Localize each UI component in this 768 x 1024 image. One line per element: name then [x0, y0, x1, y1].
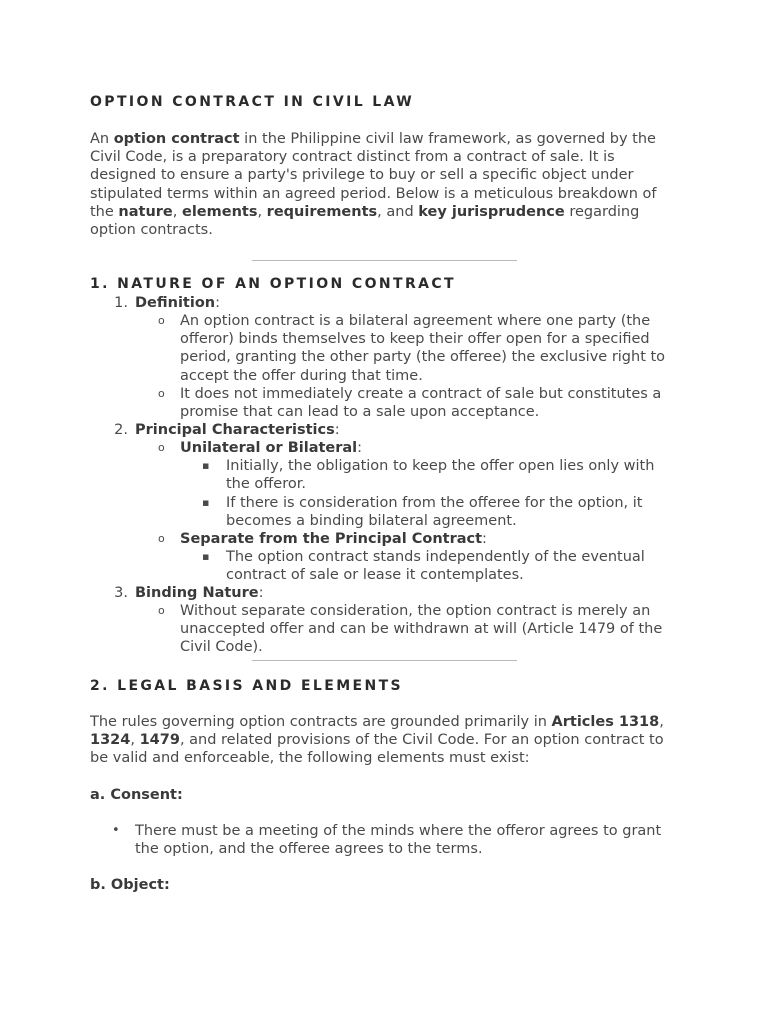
list-item-binding-nature — [90, 584, 680, 603]
sub-item-label: Unilateral or Bilateral: — [180, 440, 363, 456]
square-bullet-icon: ▪ — [202, 459, 210, 472]
square-bullet-icon: ▪ — [202, 550, 210, 563]
subheading-object: b. Object: — [90, 877, 170, 893]
subheading-consent: a. Consent: — [90, 787, 183, 803]
square-bullet-icon: ▪ — [202, 496, 210, 509]
dot-bullet-icon: • — [112, 823, 120, 838]
legal-basis-paragraph: The rules governing option contracts are grounded primarily in Articles 1318, 1324, 1479, and related provisions of the Civil Code. For an option contract to be valid and enforceable, the following elements must exist: — [90, 714, 664, 767]
list-point — [90, 494, 680, 531]
list-item-definition — [90, 294, 680, 313]
list-point — [90, 822, 680, 859]
point-text: An option contract is a bilateral agreement where one party (the offeror) binds themselves to keep their offer open for a specified period, granting the other party (the offeree) the exclusive right to accept the offer during that time. — [180, 313, 666, 384]
point-text: If there is consideration from the offeree for the option, it becomes a binding bilateral agreement. — [226, 495, 643, 530]
horizontal-rule — [252, 260, 517, 261]
horizontal-rule — [252, 660, 517, 661]
list-point — [90, 548, 680, 585]
document-title: OPTION CONTRACT IN CIVIL LAW — [90, 94, 415, 110]
circle-bullet-icon: o — [158, 441, 165, 454]
section-heading: 1. NATURE OF AN OPTION CONTRACT — [90, 276, 456, 292]
point-text: The option contract stands independently of the eventual contract of sale or lease it contemplates. — [226, 549, 645, 584]
list-number: 3. — [114, 585, 128, 601]
point-text: It does not immediately create a contract of sale but constitutes a promise that can lead to a sale upon acceptance. — [180, 386, 662, 421]
circle-bullet-icon: o — [158, 387, 165, 400]
point-text: Initially, the obligation to keep the offer open lies only with the offeror. — [226, 458, 655, 493]
point-text: Without separate consideration, the option contract is merely an unaccepted offer and can be withdrawn at will (Article 1479 of the Civil Code). — [180, 603, 663, 656]
list-number: 2. — [114, 422, 128, 438]
list-point — [90, 457, 680, 494]
circle-bullet-icon: o — [158, 604, 165, 617]
circle-bullet-icon: o — [158, 314, 165, 327]
list-item-label: Binding Nature: — [135, 585, 264, 601]
list-item-principal-characteristics — [90, 421, 680, 440]
list-point — [90, 312, 680, 385]
sub-item-separate-from-principal — [90, 530, 680, 549]
list-point — [90, 602, 680, 657]
sub-item-unilateral-bilateral — [90, 439, 680, 458]
point-text: There must be a meeting of the minds where the offeror agrees to grant the option, and the offeree agrees to the terms. — [135, 823, 662, 858]
circle-bullet-icon: o — [158, 532, 165, 545]
section-heading: 2. LEGAL BASIS AND ELEMENTS — [90, 678, 404, 694]
list-item-label: Principal Characteristics: — [135, 422, 340, 438]
sub-item-label: Separate from the Principal Contract: — [180, 531, 487, 547]
intro-paragraph: An option contract in the Philippine civil law framework, as governed by the Civil Code, is a preparatory contract distinct from a contract of sale. It is designed to ensure a party's privilege to buy or sell a specific object under stipulated terms within an agreed period. Below is a meticulous breakdown of the nature, elements, requirements, and key jurisprudence regarding option contracts. — [90, 131, 657, 239]
list-number: 1. — [114, 295, 128, 311]
list-item-label: Definition: — [135, 295, 220, 311]
list-point — [90, 385, 680, 422]
